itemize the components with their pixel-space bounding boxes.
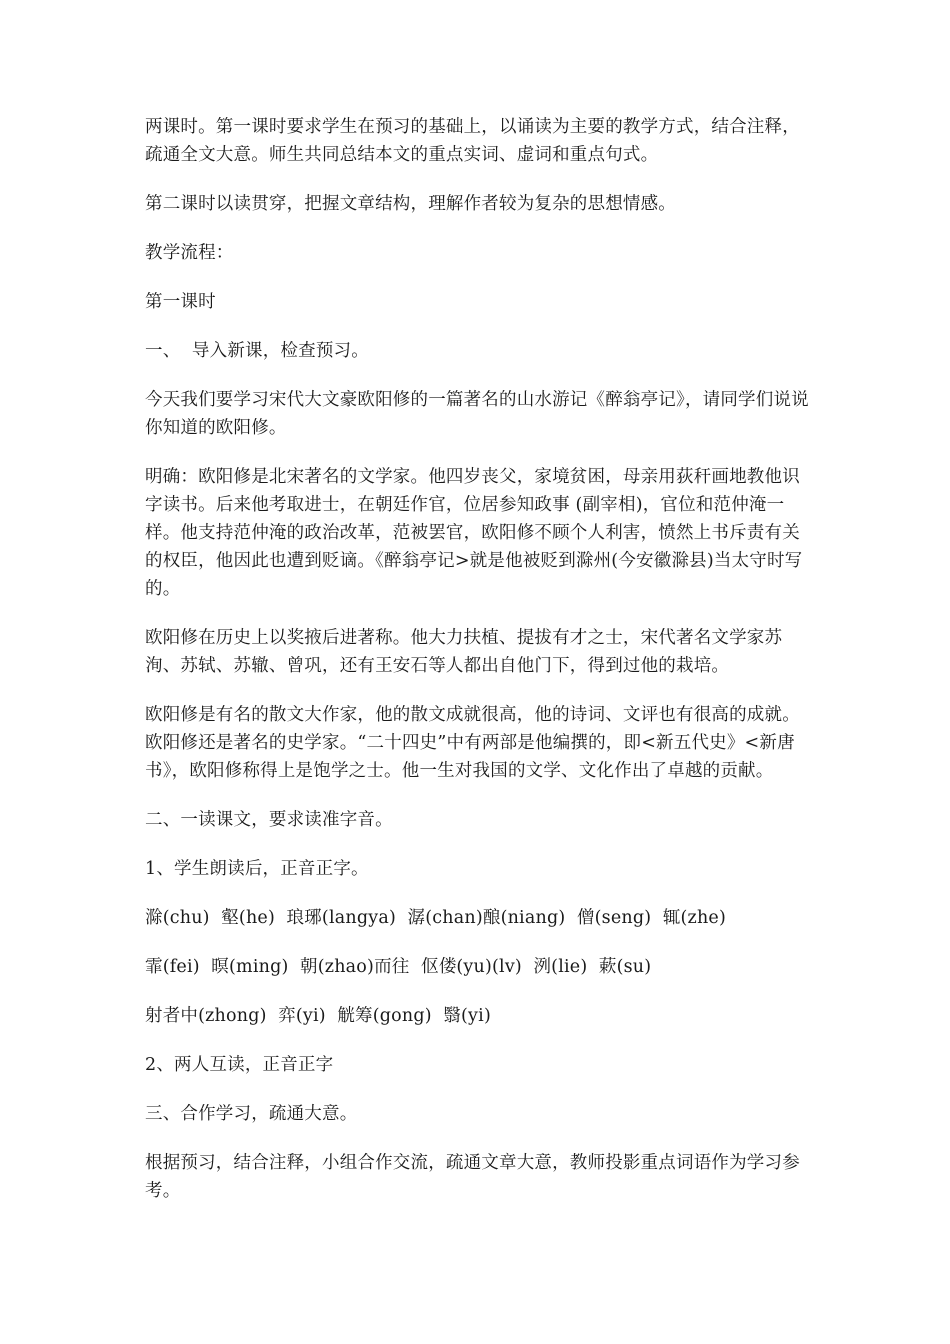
paragraph: 三、合作学习，疏通大意。: [145, 1104, 358, 1124]
paragraph: 明确：欧阳修是北宋著名的文学家。他四岁丧父，家境贫困，母亲用荻秆画地教他识字读书。后来他考取进士，在朝廷作官，位居参知政事 (副宰相)，官位和范仲淹一样。他支持范仲淹的政治改革，范被罢官，欧阳修不顾个人利害，愤然上书斥责有关的权臣，他因此也遭到贬谪。《醉翁亭记>就是他被贬到滁州(今安徽滁县)当太守时写的。: [145, 467, 803, 599]
document-body: [145, 113, 810, 1226]
pinyin-line: 滁(chu) 壑(he) 琅琊(langya) 潺(chan)酿(niang) 僧(seng) 辄(zhe): [145, 908, 727, 928]
paragraph: 欧阳修是有名的散文大作家，他的散文成就很高，他的诗词、文评也有很高的成就。欧阳修还是著名的史学家。“二十四史”中有两部是他编撰的，即<新五代史》<新唐书》，欧阳修称得上是饱学之士。他一生对我国的文学、文化作出了卓越的贡献。: [145, 705, 800, 781]
paragraph: 第二课时以读贯穿，把握文章结构，理解作者较为复杂的思想情感。: [145, 194, 676, 214]
paragraph: 今天我们要学习宋代大文豪欧阳修的一篇著名的山水游记《醉翁亭记》，请同学们说说你知道的欧阳修。: [145, 390, 809, 438]
paragraph: 1、学生朗读后，正音正字。: [145, 859, 369, 879]
paragraph: 二、一读课文，要求读准字音。: [145, 810, 393, 830]
paragraph: 2、两人互读，正音正字: [145, 1055, 334, 1075]
paragraph: 欧阳修在历史上以奖掖后进著称。他大力扶植、提拔有才之士，宋代著名文学家苏洵、苏轼、苏辙、曾巩，还有王安石等人都出自他门下，得到过他的栽培。: [145, 628, 783, 676]
paragraph: 教学流程：: [145, 243, 234, 263]
paragraph: 一、 导入新课，检查预习。: [145, 341, 369, 361]
pinyin-line: 霏(fei) 暝(ming) 朝(zhao)而往 伛偻(yu)(lv) 洌(lie) 蔌(su): [145, 957, 652, 977]
paragraph: 第一课时: [145, 292, 216, 312]
paragraph: 两课时。第一课时要求学生在预习的基础上，以诵读为主要的教学方式，结合注释，疏通全文大意。师生共同总结本文的重点实词、虚词和重点句式。: [145, 117, 800, 165]
pinyin-line: 射者中(zhong) 弈(yi) 觥筹(gong) 翳(yi): [145, 1006, 491, 1026]
paragraph: 根据预习，结合注释，小组合作交流，疏通文章大意，教师投影重点词语作为学习参考。: [145, 1153, 800, 1201]
